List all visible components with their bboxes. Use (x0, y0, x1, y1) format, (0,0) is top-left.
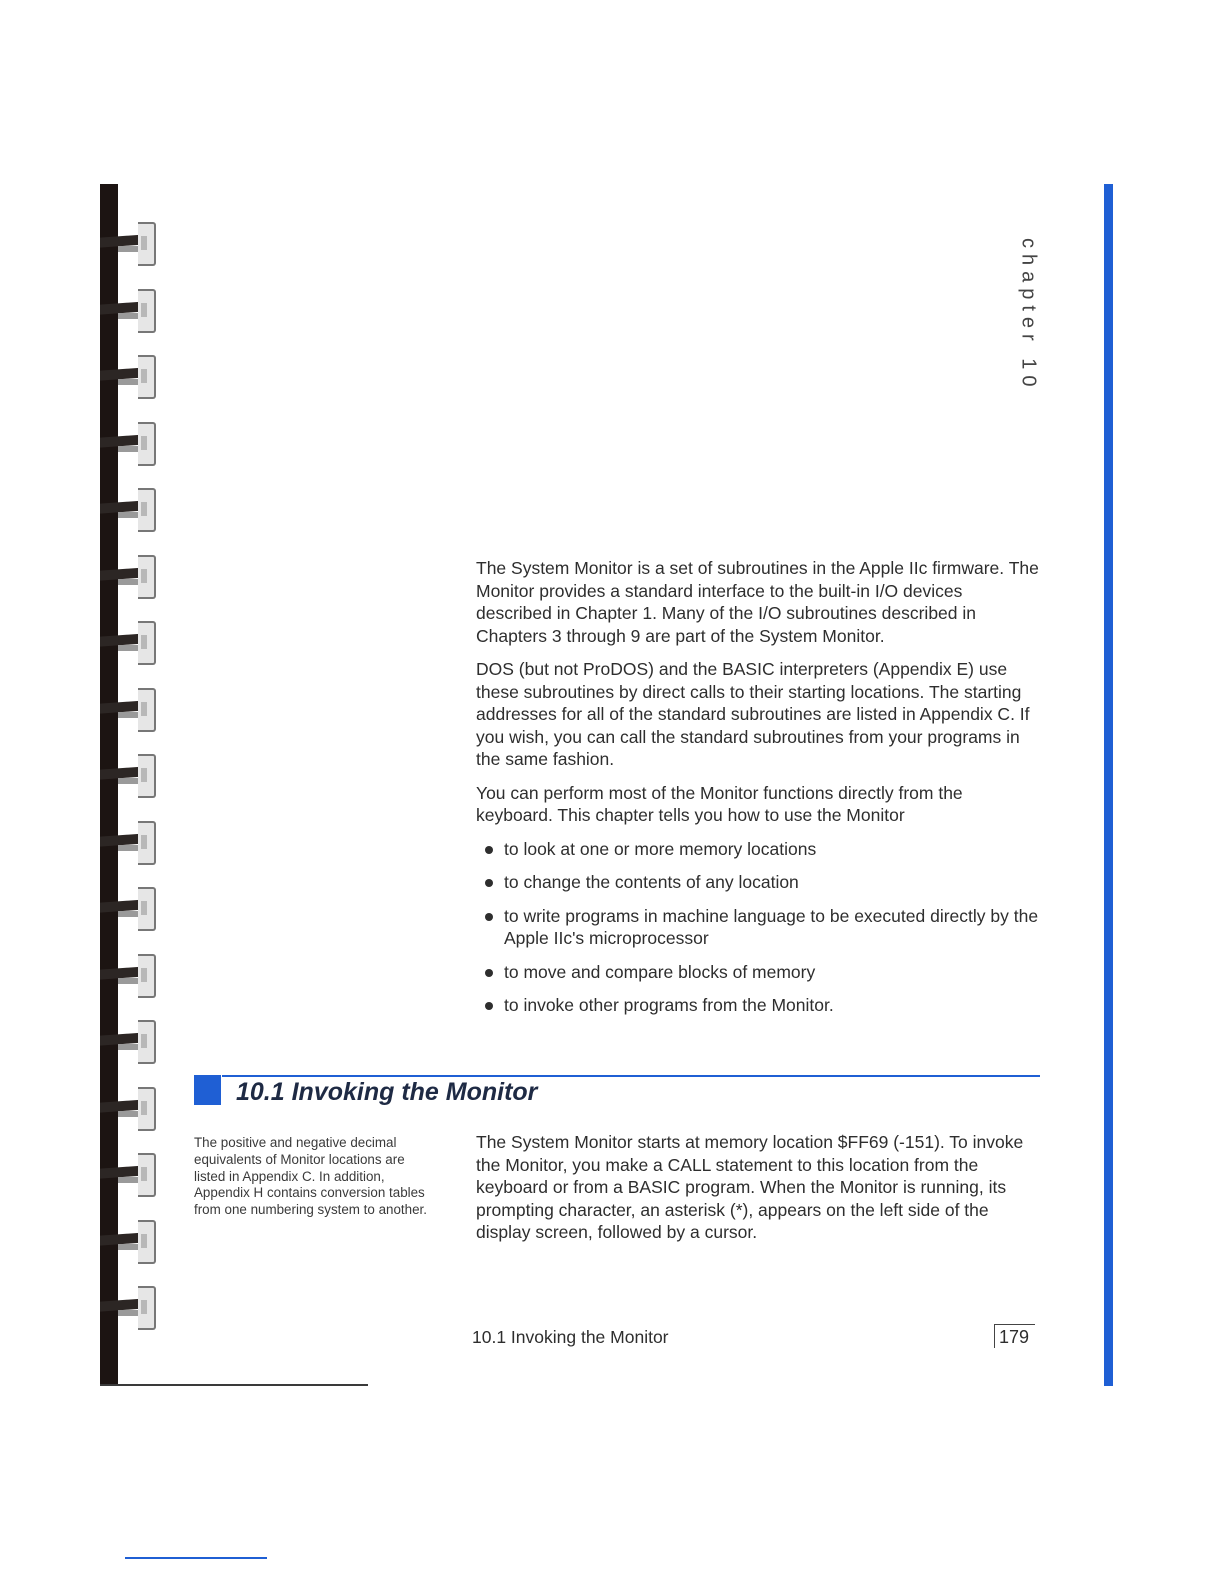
binding-coil (100, 621, 158, 665)
binding-coil (100, 688, 158, 732)
page-bottom-edge (100, 1384, 368, 1386)
page-number: 179 (994, 1324, 1035, 1348)
margin-note: The positive and negative decimal equivalents of Monitor locations are listed in Appendix C. In addition, Appendix H contains conversion tables from one numbering system to another. (194, 1135, 427, 1218)
binding-coil (100, 954, 158, 998)
chapter-tab (1010, 238, 1046, 438)
intro-paragraph: You can perform most of the Monitor functions directly from the keyboard. This chapter tells you how to use the Monitor (476, 782, 963, 825)
binding-coil (100, 1087, 158, 1131)
binding-coil (100, 1020, 158, 1064)
binding-coil (100, 1153, 158, 1197)
section-paragraph: The System Monitor starts at memory location $FF69 (-151). To invoke the Monitor, you make a CALL statement to this location from the keyboard or from a BASIC program. When the Monitor is running, its prompting character, an asterisk (*), appears on the left side of the display screen, followed by a cursor. (476, 1132, 1024, 1242)
bottom-rule (125, 1557, 267, 1559)
section-marker (194, 1075, 221, 1105)
binding-coil (100, 289, 158, 333)
binding-coil (100, 1286, 158, 1330)
binding-coil (100, 754, 158, 798)
list-item: to write programs in machine language to be executed directly by the Apple IIc's microprocessor (476, 905, 1042, 950)
monitor-uses-list (476, 838, 1042, 1017)
binding-coil (100, 1220, 158, 1264)
binding-coil (100, 555, 158, 599)
chapter-tab-label: chapter 10 (1017, 238, 1040, 393)
list-item: to change the contents of any location (476, 871, 1042, 894)
list-item: to look at one or more memory locations (476, 838, 1042, 861)
intro-paragraph: DOS (but not ProDOS) and the BASIC interpreters (Appendix E) use these subroutines by direct calls to their starting locations. The starting addresses for all of the standard subroutines are listed in Appendix C. If you wish, you can call the standard subroutines from your programs in the same fashion. (476, 659, 1030, 769)
chapter-edge-bar (1104, 184, 1113, 1386)
section-rule (222, 1075, 1040, 1077)
binding-coil (100, 355, 158, 399)
binding-coil (100, 488, 158, 532)
list-item: to move and compare blocks of memory (476, 961, 1042, 984)
intro-paragraph: The System Monitor is a set of subroutines in the Apple IIc firmware. The Monitor provides a standard interface to the built-in I/O devices described in Chapter 1. Many of the I/O subroutines described in Chapters 3 through 9 are part of the System Monitor. (476, 558, 1039, 646)
section-body (476, 1131, 1042, 1255)
list-item: to invoke other programs from the Monitor. (476, 994, 1042, 1017)
binding-coil (100, 422, 158, 466)
binding-coil (100, 821, 158, 865)
binding-coil (100, 887, 158, 931)
intro-text (476, 557, 1042, 1028)
running-footer: 10.1 Invoking the Monitor (472, 1327, 669, 1347)
section-heading: 10.1 Invoking the Monitor (236, 1078, 538, 1106)
binding-coil (100, 222, 158, 266)
